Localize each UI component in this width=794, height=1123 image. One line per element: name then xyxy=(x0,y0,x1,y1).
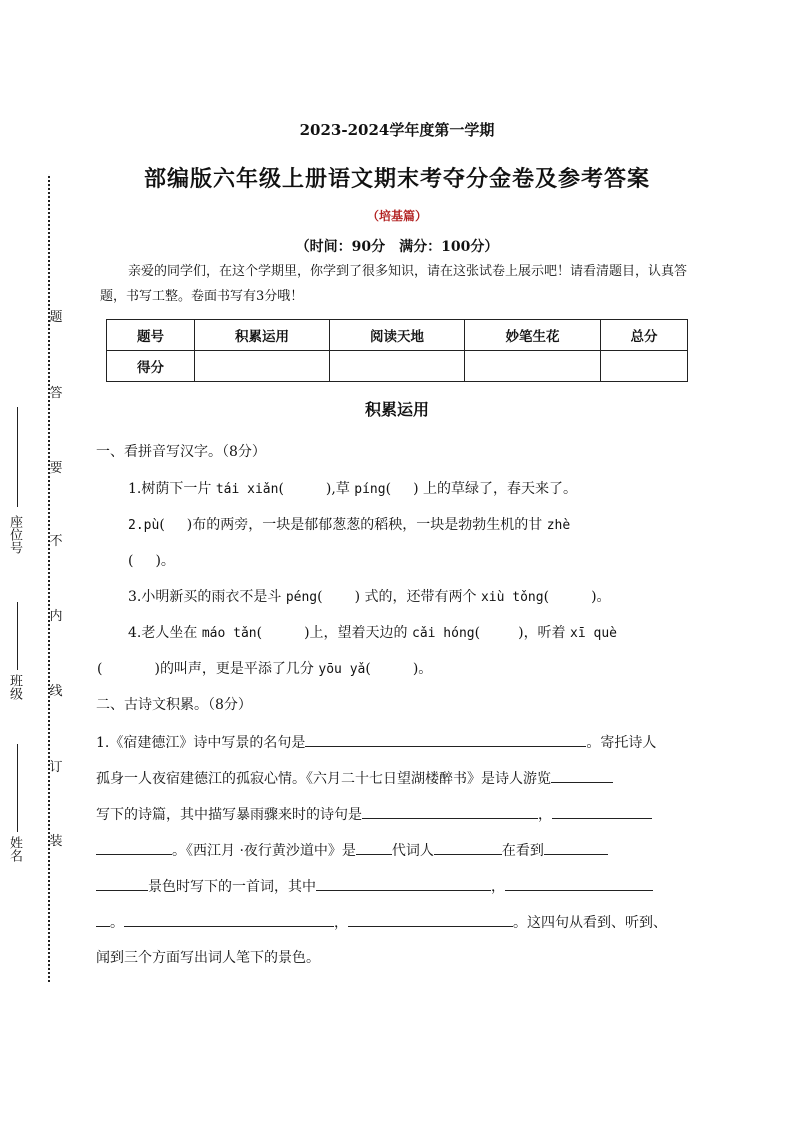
answer-blank[interactable] xyxy=(551,767,613,783)
score-header-cell: 题号 xyxy=(107,320,195,351)
answer-blank[interactable] xyxy=(362,803,538,819)
pinyin: 2.pù xyxy=(128,518,160,533)
q-text: 景色时写下的一首词，其中 xyxy=(148,879,316,895)
pinyin: péng xyxy=(285,590,318,605)
q2-line-5 xyxy=(96,875,653,896)
pinyin: tái xiǎn xyxy=(215,482,279,497)
q2-line-6 xyxy=(96,911,667,932)
school-year: 2023-2024学年度第一学期 xyxy=(299,121,495,139)
score-cell[interactable] xyxy=(330,351,465,382)
seat-number-label: 座位号 xyxy=(7,515,22,554)
q-text: 。寄托诗人 xyxy=(586,735,657,751)
seal-char: 不 xyxy=(49,534,63,549)
answer-parens[interactable]: ( ) xyxy=(385,481,419,497)
answer-parens[interactable]: ( ) xyxy=(256,625,310,641)
seal-char: 内 xyxy=(49,609,63,624)
q-text: 。《西江月 ·夜行黄沙道中》是 xyxy=(172,843,356,859)
score-row-label: 得分 xyxy=(107,351,195,382)
q-text: ， xyxy=(334,915,348,931)
score-table xyxy=(106,319,688,382)
answer-parens[interactable]: ( ) xyxy=(317,589,361,605)
pinyin: máo tǎn xyxy=(201,626,257,641)
question-1-title: 一、看拼音写汉字。（8分） xyxy=(96,444,266,460)
answer-blank[interactable] xyxy=(96,839,172,855)
answer-blank[interactable] xyxy=(96,911,110,927)
answer-parens[interactable]: ( )。 xyxy=(543,589,611,605)
pinyin: yōu yǎ xyxy=(318,662,366,677)
q-text: 式的，还带有两个 xyxy=(360,589,481,605)
q-text: 。 xyxy=(110,915,124,931)
binding-dotted-line xyxy=(48,176,50,982)
q-text: 代词人 xyxy=(391,843,434,859)
seal-char: 题 xyxy=(49,310,63,325)
q-text: 。这四句从看到、听到、 xyxy=(513,915,667,931)
score-header-cell: 阅读天地 xyxy=(330,320,465,351)
answer-blank[interactable] xyxy=(96,875,148,891)
q-text: 布的两旁，一块是郁郁葱葱的稻秧，一块是勃勃生机的甘 xyxy=(192,517,547,533)
question-1-item-4-cont xyxy=(97,658,432,678)
answer-blank[interactable] xyxy=(316,875,491,891)
score-cell[interactable] xyxy=(601,351,688,382)
q2-line-4 xyxy=(96,839,608,860)
q2-line-2 xyxy=(96,767,613,788)
question-1-item-3 xyxy=(128,586,611,606)
name-label: 姓名 xyxy=(7,836,22,862)
exam-title: 部编版六年级上册语文期末考夺分金卷及参考答案 xyxy=(143,166,650,192)
pinyin: zhè xyxy=(546,518,571,533)
q-text: 的叫声，更是平添了几分 xyxy=(159,661,319,677)
q-text: 上的草绿了，春天来了。 xyxy=(418,481,577,497)
answer-blank[interactable] xyxy=(434,839,502,855)
section-title: 积累运用 xyxy=(364,400,429,419)
answer-parens[interactable]: ( ) xyxy=(474,625,524,641)
q-text: 3.小明新买的雨衣不是斗 xyxy=(128,589,286,605)
score-table-header-row xyxy=(107,320,688,351)
question-1-item-2 xyxy=(128,514,570,534)
name-line[interactable] xyxy=(7,742,27,832)
seal-char: 装 xyxy=(49,834,63,849)
q-text: ，听着 xyxy=(523,625,571,641)
score-header-cell: 总分 xyxy=(601,320,688,351)
answer-parens[interactable]: ( ) xyxy=(97,661,160,677)
seal-char: 订 xyxy=(49,760,63,775)
score-cell[interactable] xyxy=(195,351,330,382)
question-2-title: 二、古诗文积累。（8分） xyxy=(96,697,252,713)
answer-blank[interactable] xyxy=(356,839,392,855)
score-table-score-row xyxy=(107,351,688,382)
answer-parens[interactable]: ( ) xyxy=(159,517,193,533)
q-text: 孤身一人夜宿建德江的孤寂心情。《六月二十七日望湖楼醉书》是诗人游览 xyxy=(96,771,551,787)
q-text: 写下的诗篇，其中描写暴雨骤来时的诗句是 xyxy=(96,807,362,823)
class-label: 班级 xyxy=(7,674,22,700)
q-text: ,草 xyxy=(331,481,355,497)
question-1-item-1 xyxy=(128,478,577,498)
seal-char: 要 xyxy=(49,461,63,476)
q-text: 1.《宿建德江》诗中写景的名句是 xyxy=(96,735,306,751)
score-cell[interactable] xyxy=(465,351,601,382)
answer-blank[interactable] xyxy=(124,911,334,927)
pinyin: cǎi hóng xyxy=(412,626,475,641)
pinyin: xiù tǒng xyxy=(480,590,544,605)
question-1-item-2-cont[interactable]: ( )。 xyxy=(128,553,175,569)
q-text: 1.树荫下一片 xyxy=(128,481,216,497)
name-field xyxy=(7,836,27,862)
score-header-cell: 积累运用 xyxy=(195,320,330,351)
answer-parens[interactable]: ( ) xyxy=(278,481,332,497)
q2-line-7: 闻到三个方面写出词人笔下的景色。 xyxy=(96,950,320,966)
q2-line-1 xyxy=(96,731,656,752)
score-header-cell: 妙笔生花 xyxy=(465,320,601,351)
intro-paragraph: 亲爱的同学们，在这个学期里，你学到了很多知识，请在这张试卷上展示吧！请看清题目，认真答题，书写工整。卷面书写有3分哦！ xyxy=(100,264,688,304)
q-text: ， xyxy=(491,879,505,895)
answer-blank[interactable] xyxy=(348,911,513,927)
q-text: 在看到 xyxy=(501,843,544,859)
pinyin: píng xyxy=(354,482,386,497)
q-text: 上，望着天边的 xyxy=(309,625,412,641)
class-field xyxy=(7,674,27,700)
exam-subtitle: （培基篇） xyxy=(366,209,427,223)
answer-blank[interactable] xyxy=(544,839,608,855)
answer-blank[interactable] xyxy=(552,803,652,819)
q-text: 4.老人坐在 xyxy=(128,625,202,641)
answer-blank[interactable] xyxy=(305,731,586,747)
answer-parens[interactable]: ( )。 xyxy=(365,661,433,677)
q-text: ， xyxy=(538,807,552,823)
class-line[interactable] xyxy=(7,600,27,670)
question-1-item-4 xyxy=(128,622,617,642)
seal-char: 线 xyxy=(49,684,63,699)
seat-number-line[interactable] xyxy=(7,405,27,507)
time-and-score: （时间：90分 满分：100分） xyxy=(295,239,499,255)
pinyin: xī què xyxy=(570,626,617,641)
answer-blank[interactable] xyxy=(505,875,653,891)
seat-number-field xyxy=(7,515,27,554)
q2-line-3 xyxy=(96,803,652,824)
seal-char: 答 xyxy=(49,386,63,401)
